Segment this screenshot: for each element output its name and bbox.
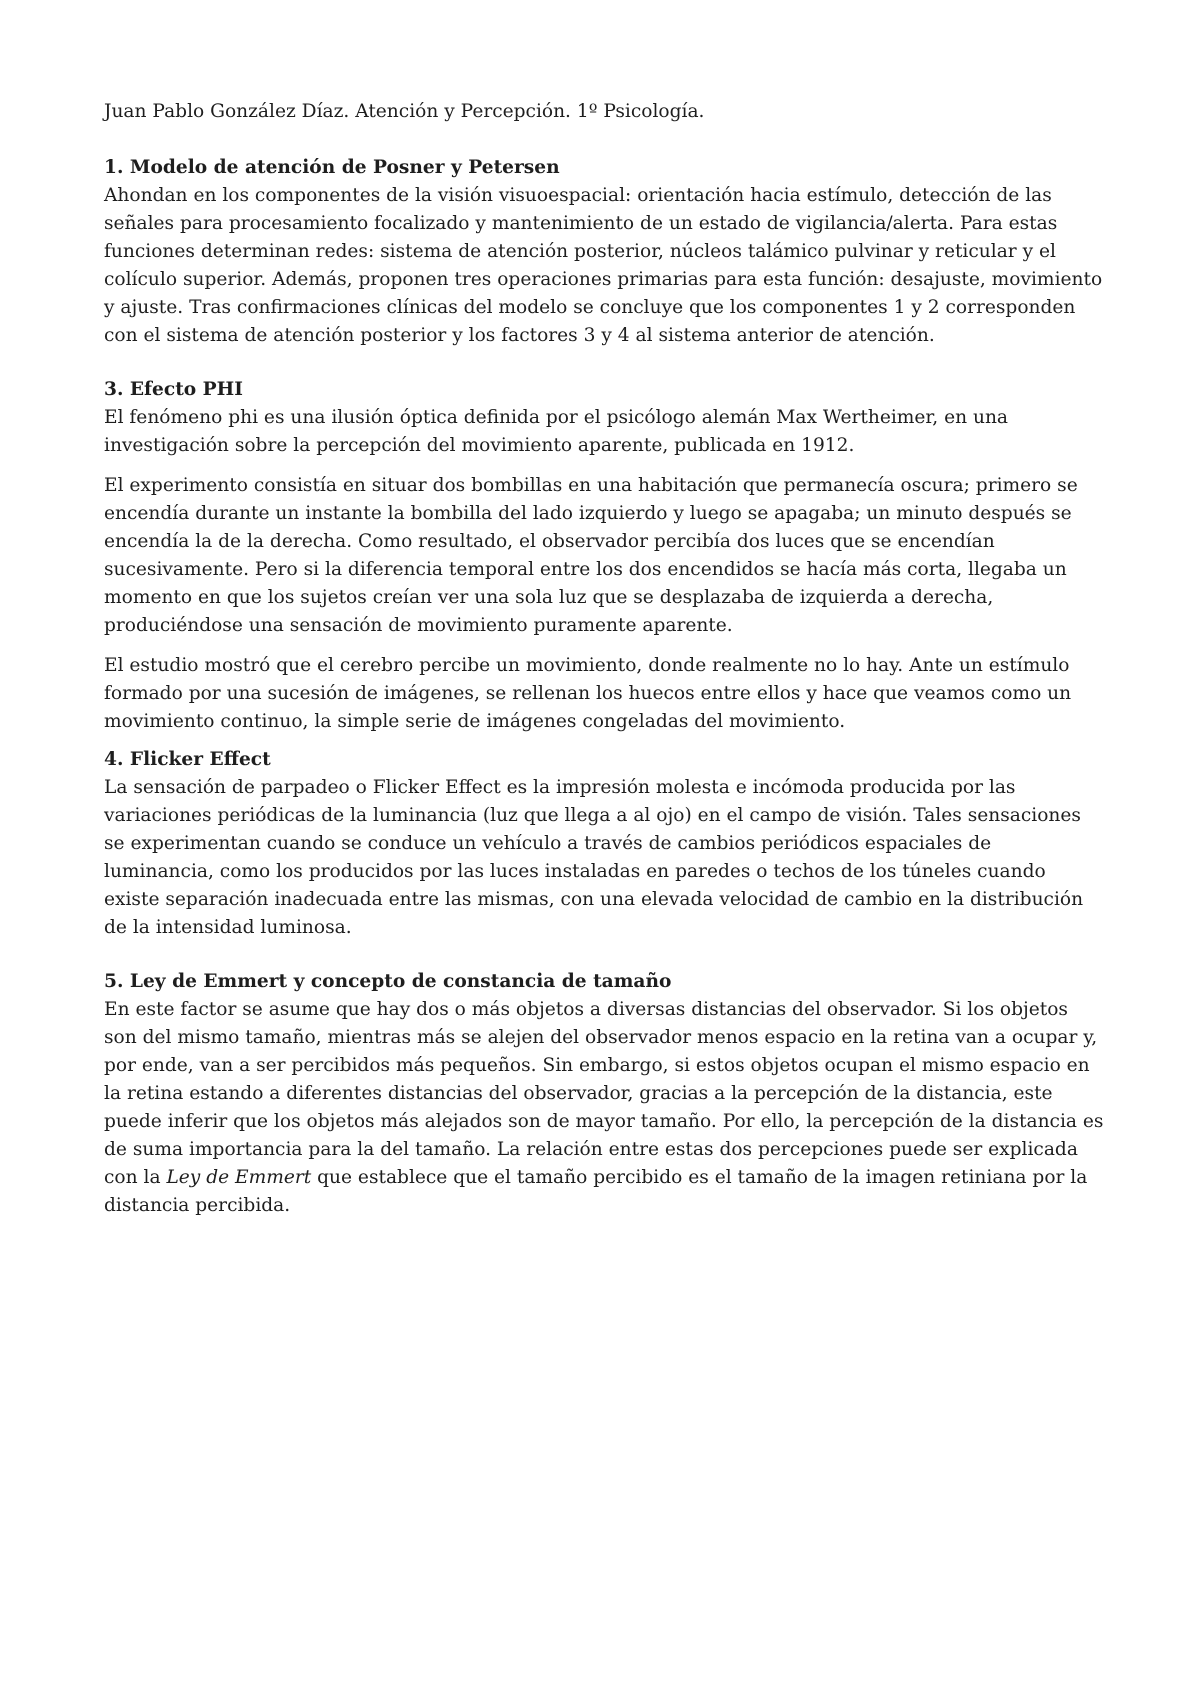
section-title: 5. Ley de Emmert y concepto de constancia de tamaño (104, 971, 672, 992)
section-posner-petersen (104, 154, 1104, 350)
section-paragraph: El estudio mostró que el cerebro percibe un movimiento, donde realmente no lo hay. Ante un estímulo formado por una sucesión de imágenes, se rellenan los huecos entre ellos y hace que veamos como un movimiento continuo, la simple serie de imágenes congeladas del movimiento. (104, 655, 1072, 732)
section-paragraph: El fenómeno phi es una ilusión óptica definida por el psicólogo alemán Max Wertheimer, en una investigación sobre la percepción del movimiento aparente, publicada en 1912. (104, 407, 1009, 456)
section-paragraph: La sensación de parpadeo o Flicker Effect es la impresión molesta e incómoda producida por las variaciones periódicas de la luminancia (luz que llega a al ojo) en el campo de visión. Tales sensaciones se experimentan cuando se conduce un vehículo a través de cambios periódicos espaciales de luminancia, como los producidos por las luces instaladas en paredes o techos de los túneles cuando existe separación inadecuada entre las mismas, con una elevada velocidad de cambio en la distribución de la intensidad luminosa. (104, 777, 1084, 938)
section-paragraph (104, 996, 1104, 1220)
italic-term: Ley de Emmert (166, 1167, 312, 1188)
section-flicker-effect (104, 746, 1104, 942)
section-efecto-phi (104, 376, 1104, 736)
document-header: Juan Pablo González Díaz. Atención y Percepción. 1º Psicología. (104, 101, 705, 122)
section-title: 4. Flicker Effect (104, 749, 271, 770)
section-paragraph: El experimento consistía en situar dos bombillas en una habitación que permanecía oscura; primero se encendía durante un instante la bombilla del lado izquierdo y luego se apagaba; un minuto después se encendía la de la derecha. Como resultado, el observador percibía dos luces que se encendían sucesivamente. Pero si la diferencia temporal entre los dos encendidos se hacía más corta, llegaba un momento en que los sujetos creían ver una sola luz que se desplazaba de izquierda a derecha, produciéndose una sensación de movimiento puramente aparente. (104, 475, 1078, 636)
paragraph-text-after: que establece que el tamaño percibido es el tamaño de la imagen retiniana por la distancia percibida. (104, 1167, 1088, 1216)
section-title: 1. Modelo de atención de Posner y Petersen (104, 157, 560, 178)
section-title: 3. Efecto PHI (104, 379, 243, 400)
paragraph-text-before: En este factor se asume que hay dos o más objetos a diversas distancias del observador. Si los objetos son del mismo tamaño, mientras más se alejen del observador menos espacio en la retina van a ocupar y, por ende, van a ser percibidos más pequeños. Sin embargo, si estos objetos ocupan el mismo espacio en la retina estando a diferentes distancias del observador, gracias a la percepción de la distancia, este puede inferir que los objetos más alejados son de mayor tamaño. Por ello, la percepción de la distancia es de suma importancia para la del tamaño. La relación entre estas dos percepciones puede ser explicada con la (104, 999, 1104, 1188)
section-paragraph: Ahondan en los componentes de la visión visuoespacial: orientación hacia estímulo, detección de las señales para procesamiento focalizado y mantenimiento de un estado de vigilancia/alerta. Para estas funciones determinan redes: sistema de atención posterior, núcleos talámico pulvinar y reticular y el colículo superior. Además, proponen tres operaciones primarias para esta función: desajuste, movimiento y ajuste. Tras confirmaciones clínicas del modelo se concluye que los componentes 1 y 2 corresponden con el sistema de atención posterior y los factores 3 y 4 al sistema anterior de atención. (104, 185, 1103, 346)
section-ley-emmert (104, 968, 1104, 1220)
